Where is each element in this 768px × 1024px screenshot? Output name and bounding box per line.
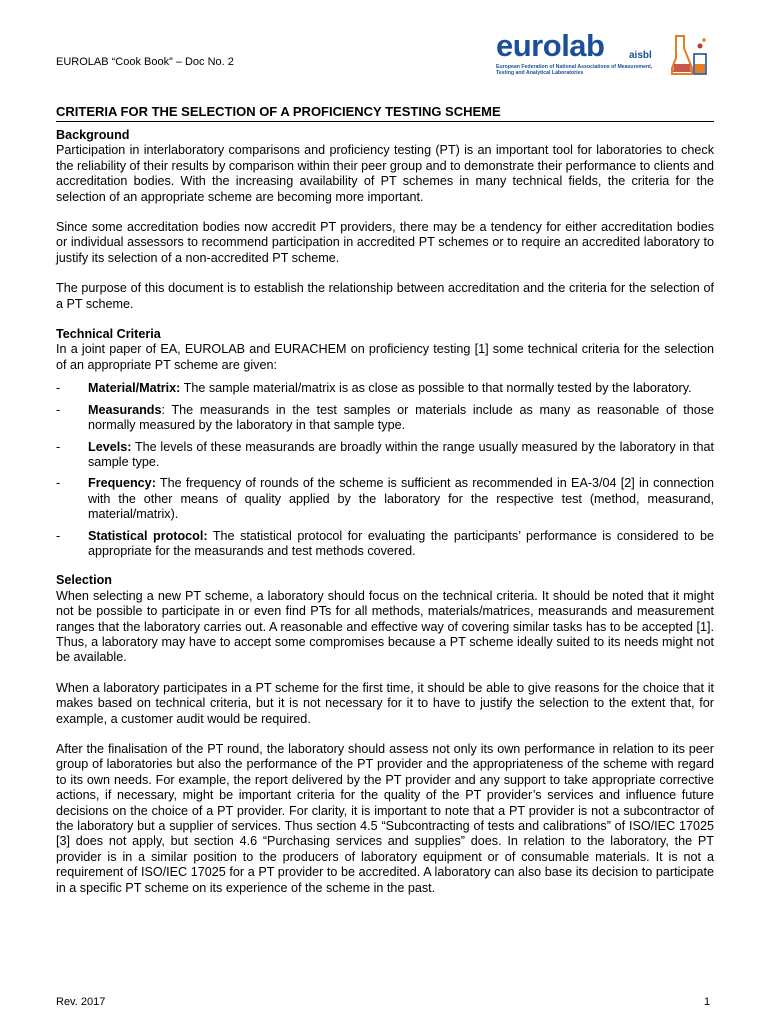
selection-paragraph-3: After the finalisation of the PT round, the laboratory should assess not only its own performance in relation to its peer group of laboratories but also the performance of the PT provider and the appropriateness of the scheme with regard to its own needs. For example, the report delivered by the PT provider and any support to take appropriate corrective actions, if necessary, might be important criteria for the quality of the PT provider’s services and influence future decisions on the choice of a PT provider. For clarity, it is important to note that a PT provider is not a subcontractor of the laboratory but a supplier of services. Thus section 4.5 “Subcontracting of tests and calibrations” of ISO/IEC 17025 [3] does not apply, but section 4.6 “Purchasing services and supplies” does. In relation to the laboratory, the PT provider is in a similar position to the producers of laboratory equipment or of consumable materials. It is not a requirement of ISO/IEC 17025 for a PT provider to be accredited. A laboratory can also base its decision to participate in a specific PT scheme on its experience of the scheme in the past. bbox=[56, 742, 714, 895]
list-item: - Frequency: The frequency of rounds of the scheme is sufficient as recommended in EA-3/04 [2] in connection with the other means of quality applied by the laboratory for the respective test (method, measurand, material/matrix). bbox=[56, 476, 714, 522]
logo-tagline: European Federation of National Associations of Measurement, Testing and Analytical Laboratories bbox=[496, 64, 653, 77]
logo-suffix: aisbl bbox=[629, 50, 652, 61]
list-item: - Statistical protocol: The statistical protocol for evaluating the participants’ performance is considered to be appropriate for the measurands and test methods covered. bbox=[56, 528, 714, 558]
document-title: CRITERIA FOR THE SELECTION OF A PROFICIENCY TESTING SCHEME bbox=[56, 104, 714, 122]
background-heading: Background bbox=[56, 128, 130, 142]
list-item: - Measurands: The measurands in the test samples or materials include as many as reasonable of those normally measured by the laboratory in that sample type. bbox=[56, 402, 714, 433]
list-item: - Levels: The levels of these measurands are broadly within the range usually measured by the laboratory in that sample type. bbox=[56, 439, 714, 469]
technical-criteria-heading: Technical Criteria bbox=[56, 327, 161, 342]
list-item: - Material/Matrix: The sample material/matrix is as close as possible to that normally tested by the laboratory. bbox=[56, 381, 692, 396]
background-paragraph-2: Since some accreditation bodies now accredit PT providers, there may be a tendency for either accreditation bodies or individual assessors to recommend participation in accredited PT schemes or to require an accredited laboratory to justify its selection of a non-accredited PT scheme. bbox=[56, 220, 714, 265]
selection-heading: Selection bbox=[56, 573, 112, 588]
technical-criteria-intro: In a joint paper of EA, EUROLAB and EURACHEM on proficiency testing [1] some technical criteria for the selection of an appropriate PT scheme are given: bbox=[56, 342, 714, 372]
background-paragraph-3: The purpose of this document is to establish the relationship between accreditation and the criteria for the selection of a PT scheme. bbox=[56, 281, 714, 311]
logo-wordmark: eurolab bbox=[496, 28, 605, 63]
background-paragraph-1: Participation in interlaboratory comparisons and proficiency testing (PT) is an important tool for laboratories to check the reliability of their results by comparison within their peer group and to demonstrate their performance to clients and accreditation bodies. With the increasing availability of PT schemes in many technical fields, the criteria for the selection of an appropriate scheme are becoming more important. bbox=[56, 143, 715, 204]
document-id: EUROLAB “Cook Book” – Doc No. 2 bbox=[56, 56, 234, 68]
footer-revision: Rev. 2017 bbox=[56, 996, 106, 1008]
selection-paragraph-1: When selecting a new PT scheme, a laboratory should focus on the technical criteria. It should be noted that it might not be possible to participate in or even find PTs for all methods, materials/matrices, measurands and measurement ranges that the laboratory carries out. A reasonable and effective way of covering similar tasks has to be accepted [1]. Thus, a laboratory may have to accept some compromises because a PT scheme ideally suited to its needs might not be available. bbox=[56, 588, 714, 665]
flask-icon bbox=[670, 34, 710, 78]
selection-paragraph-2: When a laboratory participates in a PT scheme for the first time, it should be able to give reasons for the choice that it makes based on technical criteria, but it is not necessary for it to have to justify the selection to the extent that, for example, a customer audit would be required. bbox=[56, 680, 714, 726]
eurolab-logo bbox=[496, 30, 712, 82]
document-body bbox=[56, 128, 714, 911]
page-number: 1 bbox=[704, 996, 711, 1008]
